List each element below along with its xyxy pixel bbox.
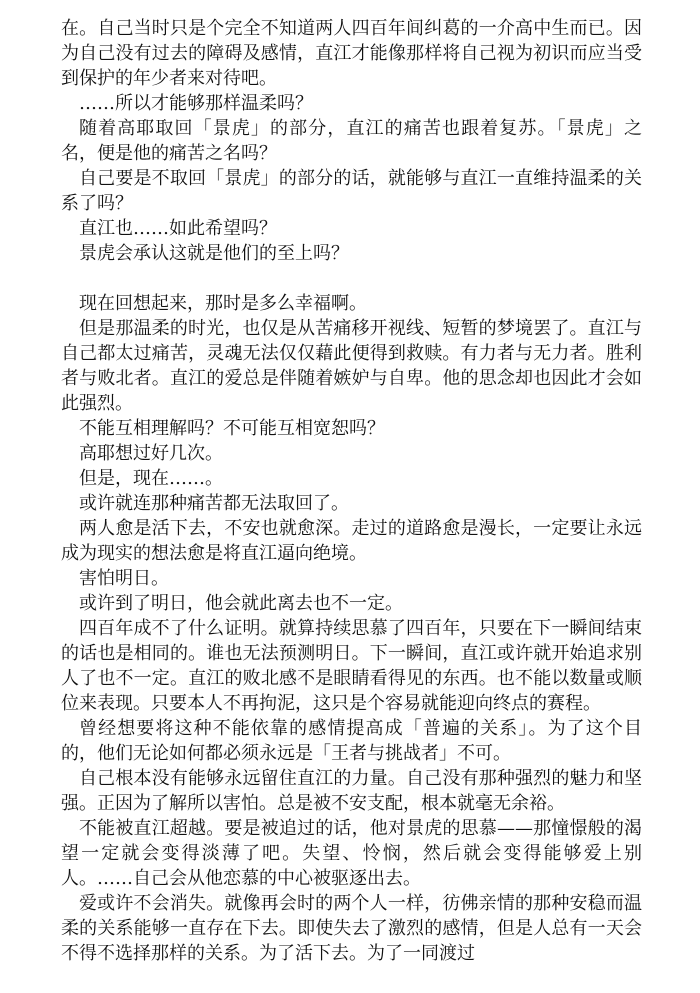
paragraph: 景虎会承认这就是他们的至上吗？ [79, 243, 349, 264]
paragraph: 高耶想过好几次。 [79, 443, 223, 464]
paragraph: 但是，现在……。 [79, 468, 223, 489]
paragraph: 不能被直江超越。要是被追过的话，他对景虎的思慕——那憧憬般的渴望一定就会变得淡薄了吧。失望、怜悯，然后就会变得能够爱上别人。……自己会从他恋慕的中心被驱逐出去。 [61, 818, 642, 889]
paragraph: 四百年成不了什么证明。就算持续思慕了四百年，只要在下一瞬间结束的话也是相同的。谁也无法预测明日。下一瞬间，直江或许就开始追求别人了也不一定。直江的败北感不是眼睛看得见的东西。也不能以数量或顺位来表现。只要本人不再拘泥，这只是个容易就能迎向终点的赛程。 [61, 618, 642, 714]
paragraph: 爱或许不会消失。就像再会时的两个人一样，彷佛亲情的那种安稳而温柔的关系能够一直存在下去。即使失去了激烈的感情，但是人总有一天会不得不选择那样的关系。为了活下去。为了一同渡过 [61, 893, 642, 964]
paragraph: 害怕明日。 [79, 568, 169, 589]
section-break [61, 266, 642, 291]
paragraph: 自己要是不取回「景虎」的部分的话，就能够与直江一直维持温柔的关系了吗？ [61, 168, 642, 214]
paragraph: 现在回想起来，那时是多么幸福啊。 [79, 293, 367, 314]
paragraph: 曾经想要将这种不能依靠的感情提高成「普遍的关系」。为了这个目的，他们无论如何都必须永远是「王者与挑战者」不可。 [61, 718, 642, 764]
paragraph: 不能互相理解吗？不可能互相宽恕吗？ [79, 418, 385, 439]
document-page [61, 16, 642, 966]
paragraph: 自己根本没有能够永远留住直江的力量。自己没有那种强烈的魅力和坚强。正因为了解所以害怕。总是被不安支配，根本就毫无余裕。 [61, 768, 642, 814]
paragraph: 随着高耶取回「景虎」的部分，直江的痛苦也跟着复苏。「景虎」之名，便是他的痛苦之名吗？ [61, 118, 642, 164]
paragraph: 但是那温柔的时光，也仅是从苦痛移开视线、短暂的梦境罢了。直江与自己都太过痛苦，灵魂无法仅仅藉此便得到救赎。有力者与无力者。胜利者与败北者。直江的爱总是伴随着嫉妒与自卑。他的思念却也因此才会如此强烈。 [61, 318, 642, 414]
paragraph: 直江也……如此希望吗？ [79, 218, 277, 239]
paragraph: 在。自己当时只是个完全不知道两人四百年间纠葛的一介高中生而已。因为自己没有过去的障碍及感情，直江才能像那样将自己视为初识而应当受到保护的年少者来对待吧。 [61, 18, 642, 89]
paragraph: 或许就连那种痛苦都无法取回了。 [79, 493, 349, 514]
paragraph: 两人愈是活下去，不安也就愈深。走过的道路愈是漫长，一定要让永远成为现实的想法愈是将直江逼向绝境。 [61, 518, 642, 564]
paragraph: ……所以才能够那样温柔吗？ [79, 93, 313, 114]
paragraph: 或许到了明日，他会就此离去也不一定。 [79, 593, 403, 614]
